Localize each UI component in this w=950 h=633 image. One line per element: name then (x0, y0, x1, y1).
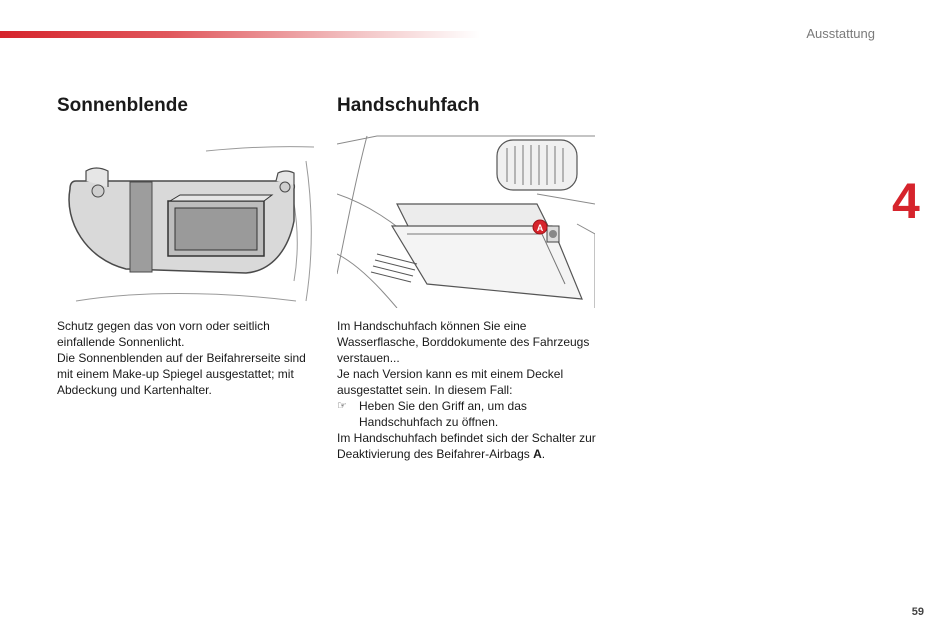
airbag-text: Im Handschuhfach befindet sich der Schalter zur Deaktivierung des Beifahrer-Airbags (337, 431, 596, 461)
handschuhfach-text (337, 318, 599, 462)
paragraph: Die Sonnenblenden auf der Beifahrerseite sind mit einem Make-up Spiegel ausgestattet; mit Abdeckung und Kartenhalter. (57, 351, 306, 397)
column-handschuhfach (337, 94, 599, 118)
instruction-bullet (337, 398, 599, 430)
paragraph: Im Handschuhfach können Sie eine Wasserflasche, Borddokumente des Fahrzeugs verstauen... (337, 319, 590, 365)
chapter-number: 4 (892, 173, 920, 229)
paragraph: Je nach Version kann es mit einem Deckel ausgestattet sein. In diesem Fall: (337, 367, 564, 397)
sun-visor-illustration (56, 141, 314, 308)
column-sonnenblende (57, 94, 319, 118)
glovebox-illustration (337, 134, 595, 308)
airbag-label: A (533, 447, 542, 461)
paragraph: Schutz gegen das von vorn oder seitlich einfallende Sonnenlicht. (57, 319, 270, 349)
sonnenblende-text (57, 318, 319, 398)
page-number: 59 (911, 606, 924, 618)
airbag-text-end: . (541, 447, 546, 461)
header-accent-bar (0, 31, 480, 38)
section-title: Ausstattung (806, 26, 875, 41)
airbag-switch-callout: A (536, 223, 544, 233)
heading-sonnenblende: Sonnenblende (57, 95, 188, 116)
heading-handschuhfach: Handschuhfach (337, 95, 480, 116)
bullet-text: Heben Sie den Griff an, um das Handschuhfach zu öffnen. (359, 399, 527, 429)
paragraph-airbag (337, 430, 599, 462)
hand-pointer-icon: ☞ (337, 400, 347, 412)
